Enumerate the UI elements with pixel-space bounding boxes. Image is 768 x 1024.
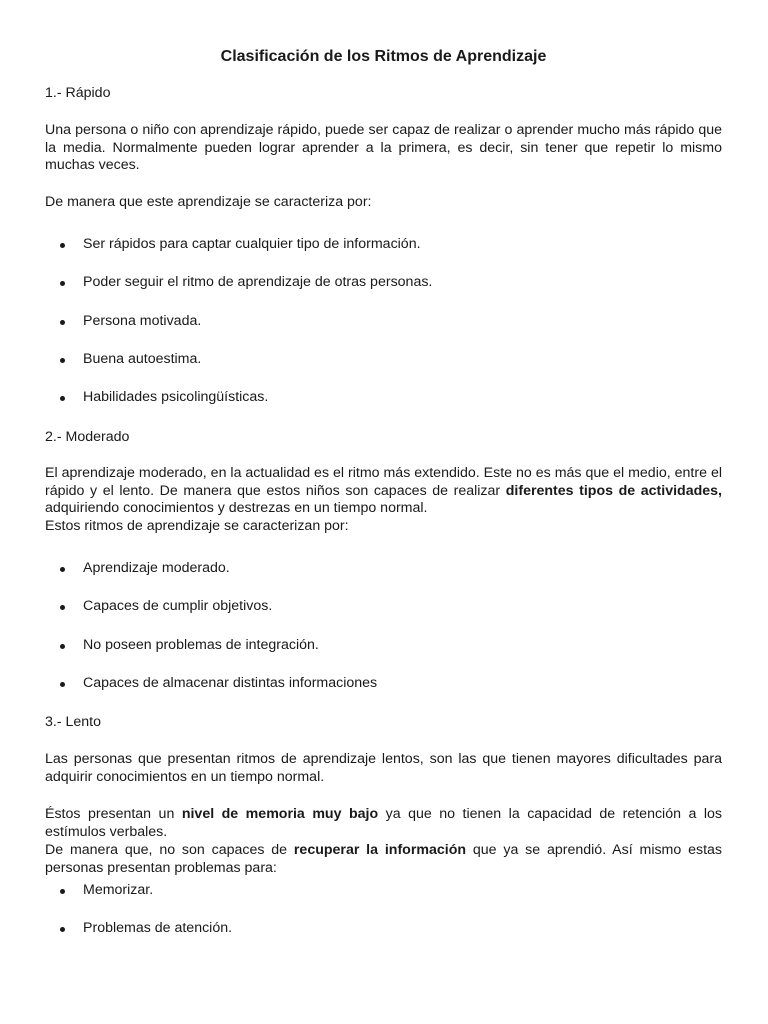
bullet-icon <box>60 605 65 610</box>
bullet-icon <box>60 927 65 932</box>
section-heading-rapido: 1.- Rápido <box>45 85 111 101</box>
paragraph-lento-description: Las personas que presentan ritmos de aprendizaje lentos, son las que tienen mayores dificultades para adquirir conocimientos en un tiempo normal. <box>45 751 722 785</box>
bullet-icon <box>60 243 65 248</box>
paragraph-moderado-description: El aprendizaje moderado, en la actualidad es el ritmo más extendido. Este no es más que el medio, entre el rápido y el lento. De manera que estos niños son capaces de realizar diferentes tipos de actividades, adquiriendo conocimientos y destrezas en un tiempo normal. <box>45 465 722 516</box>
bullet-icon <box>60 281 65 286</box>
section-heading-lento: 3.- Lento <box>45 714 102 730</box>
emphasis-text: diferentes tipos de actividades, <box>505 482 722 499</box>
bullet-icon <box>60 682 65 687</box>
emphasis-text: nivel de memoria muy bajo <box>181 806 379 822</box>
bullet-icon <box>60 644 65 649</box>
bullet-icon <box>60 320 65 325</box>
bullet-icon <box>60 396 65 401</box>
bullet-icon <box>60 567 65 572</box>
paragraph-lento-memory: Éstos presentan un nivel de memoria muy bajo ya que no tienen la capacidad de retención a los estímulos verbales. <box>45 806 722 840</box>
bullet-icon <box>60 889 65 894</box>
paragraph-rapido-intro: De manera que este aprendizaje se caracteriza por: <box>45 194 372 210</box>
document-title: Clasificación de los Ritmos de Aprendizaje <box>220 48 547 65</box>
paragraph-moderado-intro: Estos ritmos de aprendizaje se caracterizan por: <box>45 518 349 534</box>
paragraph-lento-recovery: De manera que, no son capaces de recuperar la información que ya se aprendió. Así mismo estas personas presentan problemas para: <box>45 842 723 876</box>
emphasis-text: recuperar la información <box>293 842 467 858</box>
bullet-icon <box>60 358 65 363</box>
paragraph-rapido-description: Una persona o niño con aprendizaje rápido, puede ser capaz de realizar o aprender mucho más rápido que la media. Normalmente pueden lograr aprender a la primera, es decir, sin tener que repetir lo mismo muchas veces. <box>45 122 722 173</box>
section-heading-moderado: 2.- Moderado <box>45 429 130 445</box>
